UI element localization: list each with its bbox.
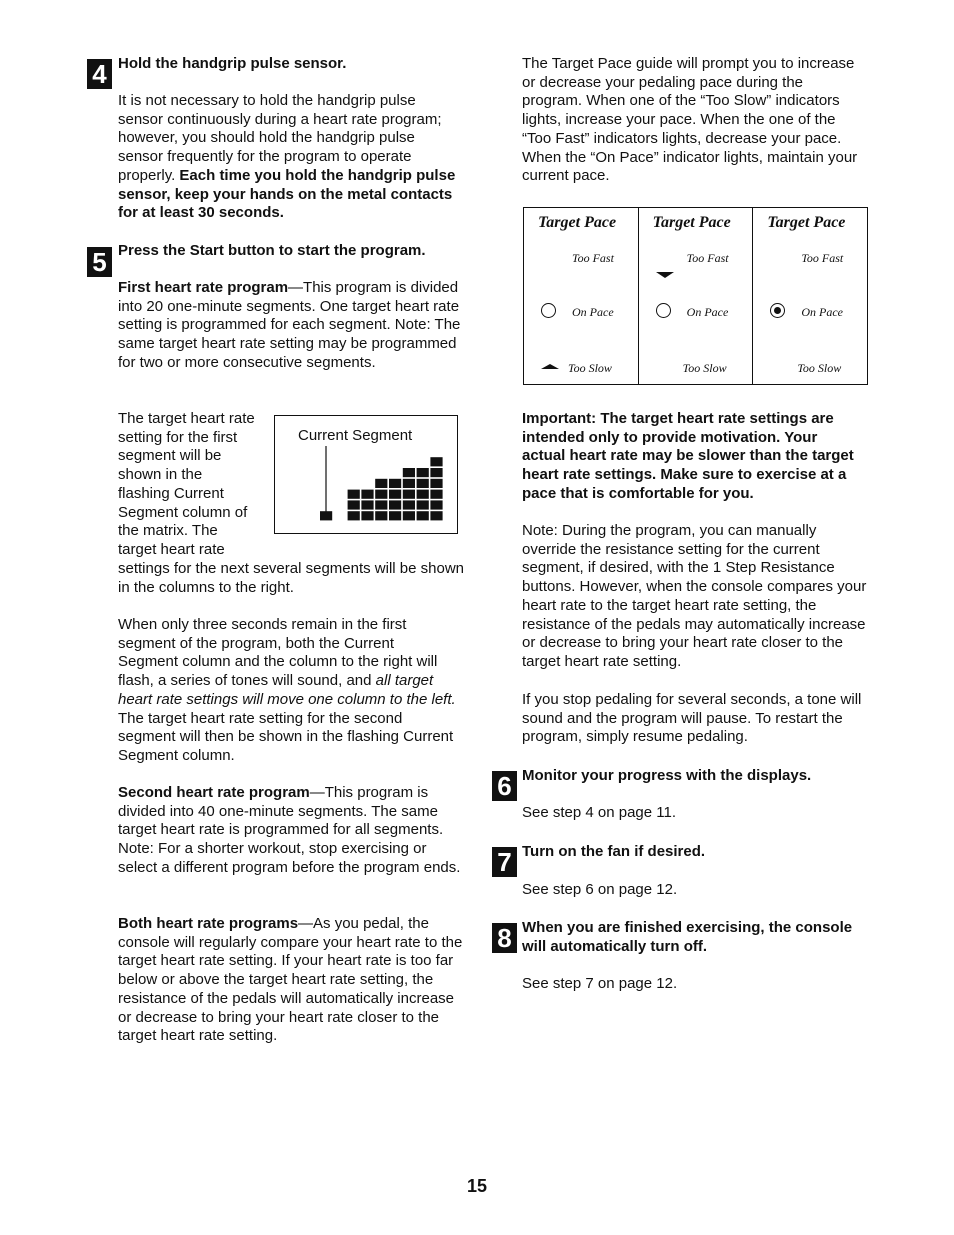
both-programs-text: —As you pedal, the console will regularly compare your heart rate to the target heart rate setting. If your heart rate is too far below or above the target heart rate setting, the resistance of the pedals will automatically increase or decrease to bring your heart rate closer to the target heart rate setting. [118,915,463,1045]
step-8-body: See step 7 on page 12. [522,975,678,992]
matrix-cell [375,479,387,488]
matrix-cell [417,511,429,520]
second-program-paragraph [118,784,463,878]
first-program-label: First heart rate program [118,279,289,296]
pace-title: Target Pace [652,214,731,231]
matrix-cell [403,490,415,499]
matrix-cell [389,511,401,520]
step-number-6: 6 [492,771,517,801]
matrix-cell [403,479,415,488]
matrix-cell [403,500,415,509]
second-program-label: Second heart rate program [118,784,310,801]
matrix-cell [417,468,429,477]
too-slow-label: Too Slow [568,361,612,375]
matrix-cell [430,468,442,477]
matrix-cell [361,511,373,520]
step-4-heading: Hold the handgrip pulse sensor. [118,55,347,72]
matrix-cell [417,500,429,509]
step-6-body: See step 4 on page 11. [522,804,677,821]
matrix-cell [361,490,373,499]
target-pace-guide [523,207,868,385]
on-pace-label: On Pace [686,305,729,319]
matrix-cell [417,490,429,499]
too-fast-label: Too Fast [801,251,844,265]
second-program-text: —This program is divided into 40 one-minute segments. The same target heart rate is programmed for all segments. Note: For a shorter workout, stop exercising or select a different program before the program ends. [118,784,461,876]
on-pace-indicator-icon [656,303,671,318]
target-pace-intro: The Target Pace guide will prompt you to increase or decrease your pedaling pace during the program. When one of the “Too Slow” indicators lights, increase your pace. When the one of the “Too Fast” indicators lights, decrease your pace. When the “On Pace” indicator lights, maintain your current pace. [522,55,858,185]
matrix-cell [389,490,401,499]
too-slow-label: Too Slow [797,361,842,375]
step-7-body: See step 6 on page 12. [522,881,678,898]
step-7-heading: Turn on the fan if desired. [522,843,706,860]
pace-panel-on-pace [753,208,867,384]
matrix-cell [430,500,442,509]
matrix-continuation-text: settings for the next several segments will be shown in the columns to the right. [118,560,465,596]
matrix-cell [348,500,360,509]
step-4-body-plain: It is not necessary to hold the handgrip pulse sensor continuously during a heart rate program; however, you should hold the handgrip pulse sensor frequently for the program to operate properly. [118,92,442,184]
both-programs-label: Both heart rate programs [118,915,299,932]
matrix-graphic [275,416,456,532]
too-slow-label: Too Slow [682,361,727,375]
important-note: Important: The target heart rate settings are intended only to provide motivation. Your actual heart rate may be slower than the target heart rate settings. Make sure to exercise at a pace that is comfortable for you. [522,410,854,502]
matrix-cell [320,511,332,520]
matrix-cell [375,490,387,499]
matrix-cell [389,479,401,488]
current-segment-label: Current Segment [298,427,413,444]
step-4-body-bold: Each time you hold the handgrip pulse sensor, keep your hands on the metal contacts for at least 30 seconds. [118,166,456,222]
matrix-cell [348,490,360,499]
matrix-cell [375,500,387,509]
step-number-8: 8 [492,923,517,953]
matrix-cell [361,500,373,509]
matrix-cell [430,479,442,488]
step-number-4: 4 [87,59,112,89]
matrix-illustration [274,415,458,534]
matrix-cells [320,457,443,520]
pace-title: Target Pace [538,214,617,231]
too-fast-arrow-icon [656,272,674,278]
both-programs-paragraph [118,915,463,1046]
matrix-cell [403,468,415,477]
first-program-paragraph [118,279,464,373]
pace-panel-too-slow [524,208,639,384]
matrix-cell [430,490,442,499]
three-seconds-paragraph [118,616,458,766]
matrix-cell [375,511,387,520]
resistance-note: Note: During the program, you can manually override the resistance setting for the current segment, if desired, with the 1 Step Resistance buttons. However, when the console compares your heart rate to the target heart rate setting, the resistance of the pedals may automatically increase or decrease to bring your heart rate closer to the target heart rate setting. [522,522,867,670]
step-6-heading: Monitor your progress with the displays. [522,767,812,784]
on-pace-label: On Pace [572,305,614,319]
on-pace-indicator-icon [541,303,556,318]
matrix-intro-text: The target heart rate setting for the first segment will be shown in the flashing Current Segment column of the matrix. The target heart rate [118,410,255,558]
step-number-5: 5 [87,247,112,277]
pace-title: Target Pace [767,214,846,231]
on-pace-label: On Pace [801,305,843,319]
matrix-cell [430,457,442,466]
too-fast-label: Too Fast [686,251,729,265]
page-number: 15 [466,1176,488,1196]
three-seconds-italic: all target heart rate settings will move one column to the left. [118,672,456,708]
three-seconds-end: The target heart rate setting for the second segment will then be shown in the flashing Current Segment column. [118,709,454,764]
too-fast-label: Too Fast [572,251,614,265]
step-4-body [118,92,464,223]
stop-pedaling-note: If you stop pedaling for several seconds, a tone will sound and the program will pause. To restart the program, simply resume pedaling. [522,691,862,746]
step-number-7: 7 [492,847,517,877]
three-seconds-plain: When only three seconds remain in the first segment of the program, both the Current Segment column and the column to the right will flash, a series of tones will sound, and [118,616,438,690]
too-slow-arrow-icon [541,364,559,369]
matrix-cell [348,511,360,520]
matrix-cell [430,511,442,520]
first-program-text: —This program is divided into 20 one-minute segments. One target heart rate setting is programmed for each segment. Note: The same target heart rate setting may be programmed for two or more consecutive segments. [118,279,461,371]
on-pace-lit-indicator-icon [770,303,785,318]
matrix-cell [389,500,401,509]
matrix-cell [403,511,415,520]
matrix-cell [417,479,429,488]
step-8-heading: When you are finished exercising, the console will automatically turn off. [522,919,853,955]
step-5-heading: Press the Start button to start the program. [118,242,426,259]
pace-panel-too-fast [639,208,754,384]
